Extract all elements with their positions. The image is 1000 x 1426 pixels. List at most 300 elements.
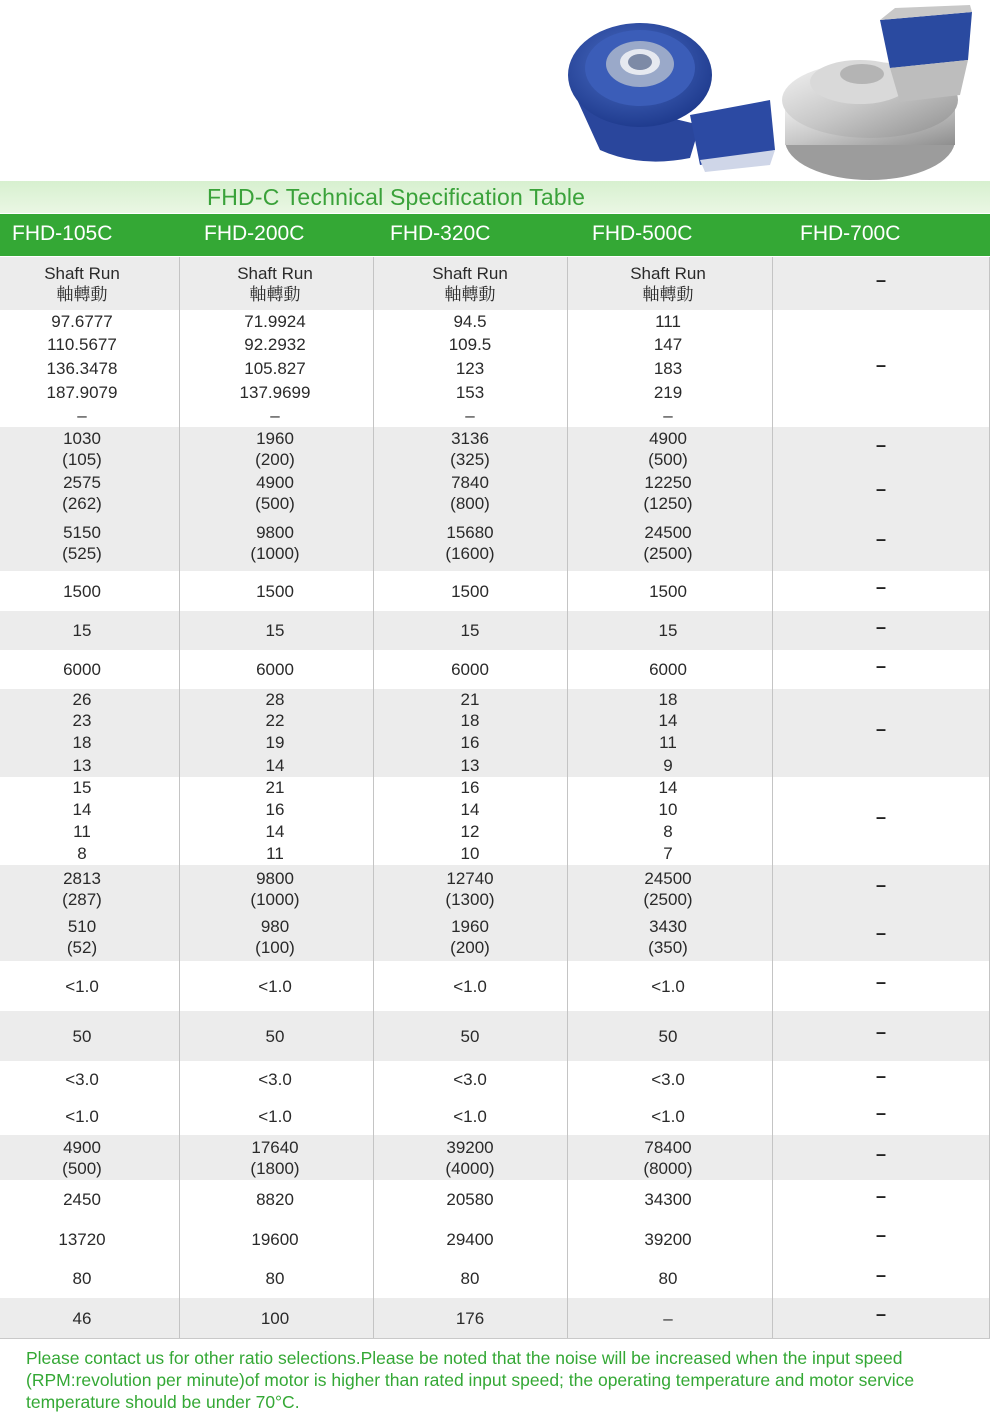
table-cell <box>0 976 167 997</box>
cell-line: 15 <box>265 621 285 640</box>
cell-line: 50 <box>658 1026 678 1046</box>
cell-line: Shaft Run <box>44 263 120 283</box>
cell-line: – <box>270 406 280 425</box>
cell-line: (1000) <box>250 544 300 563</box>
cell-line: 軸轉動 <box>249 284 301 304</box>
cell-line: 18 <box>72 732 92 752</box>
cell-line: 80 <box>460 1269 480 1288</box>
table-cell <box>573 263 763 305</box>
table-cell <box>380 581 560 602</box>
table-cell <box>185 732 365 753</box>
cell-line: 39200 <box>644 1229 692 1249</box>
cell-line: 19 <box>265 732 285 752</box>
table-cell <box>380 1268 560 1289</box>
table-cell <box>380 620 560 641</box>
model-700c-value: – <box>875 1264 886 1285</box>
table-cell <box>573 777 763 798</box>
table-cell <box>573 428 763 470</box>
cell-line: 8820 <box>256 1190 294 1209</box>
cell-line: Shaft Run <box>630 263 706 283</box>
cell-line: 111 <box>655 312 681 331</box>
cell-line: 21 <box>265 778 285 797</box>
table-cell <box>573 732 763 753</box>
table-cell <box>0 620 167 641</box>
cell-line: (350) <box>648 938 688 957</box>
table-cell <box>573 358 763 379</box>
table-cell <box>0 1137 167 1179</box>
table-cell <box>0 472 167 514</box>
model-700c-value: – <box>875 807 886 827</box>
table-cell <box>380 1189 560 1210</box>
cell-line: 94.5 <box>453 312 487 331</box>
cell-line: 14 <box>658 778 678 797</box>
model-header-105c: FHD-105C <box>12 222 113 245</box>
cell-line: 137.9699 <box>239 382 311 402</box>
cell-line: – <box>77 406 87 425</box>
cell-line: 13720 <box>58 1229 106 1249</box>
cell-line: 80 <box>265 1269 285 1288</box>
cell-line: 22 <box>265 711 285 730</box>
cell-line: (800) <box>450 494 490 513</box>
table-cell <box>573 405 763 426</box>
table-cell <box>0 659 167 680</box>
table-cell <box>0 311 167 332</box>
model-700c-value: – <box>875 577 886 597</box>
cell-line: (1800) <box>250 1158 300 1178</box>
table-cell <box>380 263 560 305</box>
cell-line: 6000 <box>63 660 101 679</box>
cell-line: <3.0 <box>453 1070 487 1089</box>
table-cell <box>573 311 763 332</box>
cell-line: 6000 <box>256 660 294 679</box>
model-header-500c: FHD-500C <box>592 222 693 245</box>
table-cell <box>380 821 560 842</box>
cell-line: 15 <box>658 621 678 640</box>
cell-line: (262) <box>62 494 102 513</box>
model-700c-value: – <box>875 354 886 375</box>
table-cell <box>185 799 365 820</box>
cell-line: – <box>663 1308 673 1328</box>
cell-line: 80 <box>72 1269 92 1288</box>
model-700c-value: – <box>875 1304 886 1324</box>
model-700c-value: – <box>875 1102 886 1123</box>
cell-line: 1500 <box>63 581 101 601</box>
table-cell <box>380 1026 560 1047</box>
table-cell <box>0 1308 167 1329</box>
table-cell <box>573 916 763 958</box>
cell-line: 13 <box>72 755 92 775</box>
table-cell <box>0 428 167 470</box>
table-cell <box>0 710 167 731</box>
table-cell <box>185 1268 365 1289</box>
table-cell <box>573 1137 763 1179</box>
table-cell <box>185 868 365 910</box>
cell-line: 9800 <box>256 523 294 542</box>
table-cell <box>573 843 763 864</box>
table-cell <box>380 843 560 864</box>
table-cell <box>380 405 560 426</box>
cell-line: (1600) <box>445 544 495 563</box>
table-cell <box>573 472 763 514</box>
cell-line: 14 <box>658 711 678 730</box>
cell-line: 16 <box>265 799 285 819</box>
cell-line: 123 <box>455 358 485 378</box>
model-header-700c: FHD-700C <box>800 222 901 245</box>
cell-line: 12740 <box>446 869 494 888</box>
table-cell <box>380 428 560 470</box>
model-700c-value: – <box>875 655 886 676</box>
cell-line: 136.3478 <box>46 358 118 378</box>
table-cell <box>380 916 560 958</box>
model-700c-value: – <box>875 269 886 290</box>
cell-line: 14 <box>265 821 285 841</box>
table-cell <box>380 689 560 710</box>
cell-line: (500) <box>62 1158 102 1178</box>
cell-line: (287) <box>62 890 102 909</box>
table-cell <box>573 710 763 731</box>
cell-line: (100) <box>255 938 295 957</box>
cell-line: <1.0 <box>651 1107 685 1126</box>
cell-line: 軸轉動 <box>56 284 108 304</box>
cell-line: 39200 <box>446 1137 494 1157</box>
cell-line: 219 <box>653 382 683 402</box>
table-cell <box>573 1189 763 1210</box>
table-cell <box>0 334 167 355</box>
table-cell <box>573 799 763 820</box>
column-divider <box>772 257 773 1338</box>
cell-line: 21 <box>460 690 480 709</box>
table-cell <box>0 522 167 564</box>
table-cell <box>380 732 560 753</box>
cell-line: 1960 <box>256 429 294 448</box>
cell-line: 109.5 <box>448 335 492 354</box>
cell-line: (325) <box>450 450 490 469</box>
table-cell <box>380 522 560 564</box>
table-cell <box>573 659 763 680</box>
table-cell <box>185 1069 365 1090</box>
cell-line: Shaft Run <box>237 263 313 283</box>
cell-line: 24500 <box>644 869 692 888</box>
model-header-320c: FHD-320C <box>390 222 491 245</box>
cell-line: 4900 <box>649 429 687 448</box>
table-cell <box>185 1026 365 1047</box>
model-header-row <box>0 214 990 256</box>
cell-line: 8 <box>663 821 673 841</box>
cell-line: (2500) <box>643 544 693 563</box>
cell-line: 15 <box>72 778 92 797</box>
table-cell <box>185 976 365 997</box>
cell-line: 1960 <box>451 917 489 936</box>
model-header-200c: FHD-200C <box>204 222 305 245</box>
model-700c-value: – <box>875 1065 886 1086</box>
table-cell <box>573 755 763 776</box>
cell-line: 24500 <box>644 523 692 542</box>
cell-line: <1.0 <box>453 976 487 996</box>
blue-actuator-image <box>568 23 775 172</box>
cell-line: 71.9924 <box>244 312 306 331</box>
cell-line: (525) <box>62 544 102 563</box>
table-cell <box>0 263 167 305</box>
column-divider <box>373 257 374 1338</box>
table-cell <box>573 689 763 710</box>
table-cell <box>380 777 560 798</box>
table-cell <box>573 821 763 842</box>
table-cell <box>573 868 763 910</box>
table-cell <box>573 1026 763 1047</box>
table-cell <box>0 382 167 403</box>
model-700c-value: – <box>875 875 886 895</box>
cell-line: 軸轉動 <box>642 284 694 304</box>
cell-line: 軸轉動 <box>444 284 496 304</box>
cell-line: 15 <box>460 621 480 640</box>
table-cell <box>0 1268 167 1289</box>
table-cell <box>573 1308 763 1329</box>
cell-line: 10 <box>460 844 480 863</box>
table-cell <box>0 1229 167 1250</box>
cell-line: 5150 <box>63 523 101 542</box>
cell-line: 147 <box>653 335 683 354</box>
model-700c-value: – <box>875 923 886 943</box>
table-cell <box>0 732 167 753</box>
cell-line: 9 <box>663 755 673 775</box>
table-cell <box>380 799 560 820</box>
cell-line: 7 <box>663 844 673 863</box>
table-cell <box>573 1069 763 1090</box>
table-title-band <box>0 181 990 213</box>
table-cell <box>573 1229 763 1250</box>
cell-line: 2813 <box>63 869 101 888</box>
table-cell <box>185 689 365 710</box>
table-cell <box>380 976 560 997</box>
cell-line: 1030 <box>63 429 101 448</box>
cell-line: 12250 <box>644 473 692 492</box>
cell-line: 4900 <box>256 473 294 492</box>
cell-line: 78400 <box>644 1137 692 1157</box>
cell-line: 13 <box>460 755 480 775</box>
cell-line: 153 <box>455 382 485 402</box>
cell-line: 19600 <box>251 1229 299 1249</box>
table-cell <box>0 1026 167 1047</box>
table-title: FHD-C Technical Specification Table <box>207 184 586 210</box>
cell-line: <1.0 <box>65 1107 99 1126</box>
table-cell <box>185 1229 365 1250</box>
table-cell <box>573 581 763 602</box>
cell-line: (4000) <box>445 1158 495 1178</box>
table-cell <box>0 1106 167 1127</box>
cell-line: (500) <box>648 450 688 469</box>
table-cell <box>380 1308 560 1329</box>
table-cell <box>185 581 365 602</box>
cell-line: 1500 <box>256 581 294 601</box>
cell-line: <3.0 <box>651 1070 685 1089</box>
table-cell <box>380 334 560 355</box>
table-cell <box>0 821 167 842</box>
table-cell <box>380 710 560 731</box>
model-700c-value: – <box>875 719 886 739</box>
table-cell <box>380 311 560 332</box>
cell-line: 16 <box>460 778 480 797</box>
column-divider <box>989 257 990 1338</box>
table-cell <box>573 334 763 355</box>
cell-line: <1.0 <box>258 976 292 996</box>
table-cell <box>380 1137 560 1179</box>
model-700c-value: – <box>875 616 886 637</box>
table-cell <box>380 1106 560 1127</box>
cell-line: 980 <box>260 917 290 936</box>
cell-line: (1000) <box>250 890 300 909</box>
cell-line: 46 <box>72 1308 92 1328</box>
product-image <box>0 0 1000 180</box>
table-cell <box>0 405 167 426</box>
cell-line: 26 <box>72 690 92 709</box>
table-cell <box>185 428 365 470</box>
model-700c-value: – <box>875 1225 886 1245</box>
table-cell <box>380 472 560 514</box>
cell-line: 4900 <box>63 1137 101 1157</box>
cell-line: 92.2932 <box>244 335 306 354</box>
table-cell <box>0 581 167 602</box>
cell-line: 2575 <box>63 473 101 492</box>
cell-line: 50 <box>460 1026 480 1046</box>
table-cell <box>185 311 365 332</box>
column-divider <box>179 257 180 1338</box>
table-cell <box>185 1308 365 1329</box>
cell-line: 15 <box>72 621 92 640</box>
table-cell <box>0 777 167 798</box>
cell-line: 97.6777 <box>51 312 113 331</box>
table-cell <box>185 522 365 564</box>
cell-line: 14 <box>460 799 480 819</box>
cell-line: 18 <box>658 690 678 709</box>
model-700c-value: – <box>875 972 886 992</box>
cell-line: 11 <box>659 732 677 752</box>
table-cell <box>573 1106 763 1127</box>
table-cell <box>573 522 763 564</box>
cell-line: 1500 <box>649 581 687 601</box>
cell-line: 2450 <box>63 1190 101 1209</box>
cell-line: 3430 <box>649 917 687 936</box>
cell-line: <3.0 <box>65 1070 99 1089</box>
model-700c-value: – <box>875 1185 886 1206</box>
cell-line: – <box>465 406 475 425</box>
cell-line: 8 <box>77 844 87 863</box>
cell-line: (105) <box>62 450 102 469</box>
table-cell <box>185 710 365 731</box>
cell-line: 50 <box>72 1026 92 1046</box>
table-cell <box>380 1229 560 1250</box>
cell-line: <1.0 <box>65 976 99 996</box>
table-cell <box>380 755 560 776</box>
table-cell <box>185 334 365 355</box>
cell-line: 176 <box>455 1308 485 1328</box>
table-cell <box>380 382 560 403</box>
table-cell <box>380 358 560 379</box>
table-cell <box>0 799 167 820</box>
cell-line: – <box>663 406 673 425</box>
cell-line: (8000) <box>643 1158 693 1178</box>
table-cell <box>0 916 167 958</box>
cell-line: (200) <box>450 938 490 957</box>
cell-line: 29400 <box>446 1229 494 1249</box>
table-cell <box>0 843 167 864</box>
cell-line: Shaft Run <box>432 263 508 283</box>
cell-line: 3136 <box>451 429 489 448</box>
cell-line: 50 <box>265 1026 285 1046</box>
cell-line: 34300 <box>644 1190 692 1209</box>
cell-line: 12 <box>460 821 480 841</box>
model-700c-value: – <box>875 479 886 499</box>
table-cell <box>185 358 365 379</box>
model-700c-value: – <box>875 529 886 549</box>
cell-line: 187.9079 <box>46 382 118 402</box>
cell-line: 7840 <box>451 473 489 492</box>
model-700c-value: – <box>875 1143 886 1164</box>
table-cell <box>185 843 365 864</box>
table-cell <box>573 1268 763 1289</box>
table-cell <box>380 868 560 910</box>
table-cell <box>0 689 167 710</box>
cell-line: 16 <box>460 732 480 752</box>
cell-line: 28 <box>265 690 285 709</box>
table-cell <box>185 659 365 680</box>
model-700c-value: – <box>875 435 886 455</box>
table-cell <box>185 1106 365 1127</box>
cell-line: (500) <box>255 494 295 513</box>
table-cell <box>0 1069 167 1090</box>
cell-line: 1500 <box>451 581 489 601</box>
cell-line: <1.0 <box>651 976 685 996</box>
cell-line: <1.0 <box>258 1107 292 1126</box>
model-700c-value: – <box>875 1022 886 1042</box>
cell-line: 18 <box>460 711 480 730</box>
column-divider <box>567 257 568 1338</box>
cell-line: 510 <box>67 917 97 936</box>
footnote: Please contact us for other ratio selections.Please be noted that the noise will be increased when the input speed (RPM:revolution per minute)of motor is higher than rated input speed; the operating temperature and motor service temperature should be under 70°C. <box>26 1348 915 1412</box>
table-cell <box>185 821 365 842</box>
cell-line: 9800 <box>256 869 294 888</box>
cell-line: 14 <box>265 755 285 775</box>
cell-line: 105.827 <box>244 358 306 378</box>
cell-line: (1300) <box>445 890 495 909</box>
table-cell <box>185 620 365 641</box>
cell-line: 23 <box>72 711 92 730</box>
cell-line: 110.5677 <box>47 335 117 354</box>
table-cell <box>0 358 167 379</box>
cell-line: (200) <box>255 450 295 469</box>
table-cell <box>185 382 365 403</box>
cell-line: 17640 <box>251 1137 299 1157</box>
table-cell <box>185 472 365 514</box>
cell-line: 183 <box>653 358 683 378</box>
cell-line: (1250) <box>643 494 693 513</box>
table-cell <box>185 777 365 798</box>
table-cell <box>0 755 167 776</box>
cell-line: 20580 <box>446 1190 494 1209</box>
cell-line: (52) <box>66 938 98 957</box>
cell-line: (2500) <box>643 890 693 909</box>
table-cell <box>185 405 365 426</box>
table-cell <box>573 976 763 997</box>
table-cell <box>185 916 365 958</box>
cell-line: <3.0 <box>258 1070 292 1089</box>
cell-line: 6000 <box>451 660 489 679</box>
cell-line: 15680 <box>446 523 494 542</box>
cell-line: <1.0 <box>453 1107 487 1126</box>
table-cell <box>573 382 763 403</box>
cell-line: 14 <box>72 799 92 819</box>
table-cell <box>185 263 365 305</box>
table-cell <box>380 659 560 680</box>
